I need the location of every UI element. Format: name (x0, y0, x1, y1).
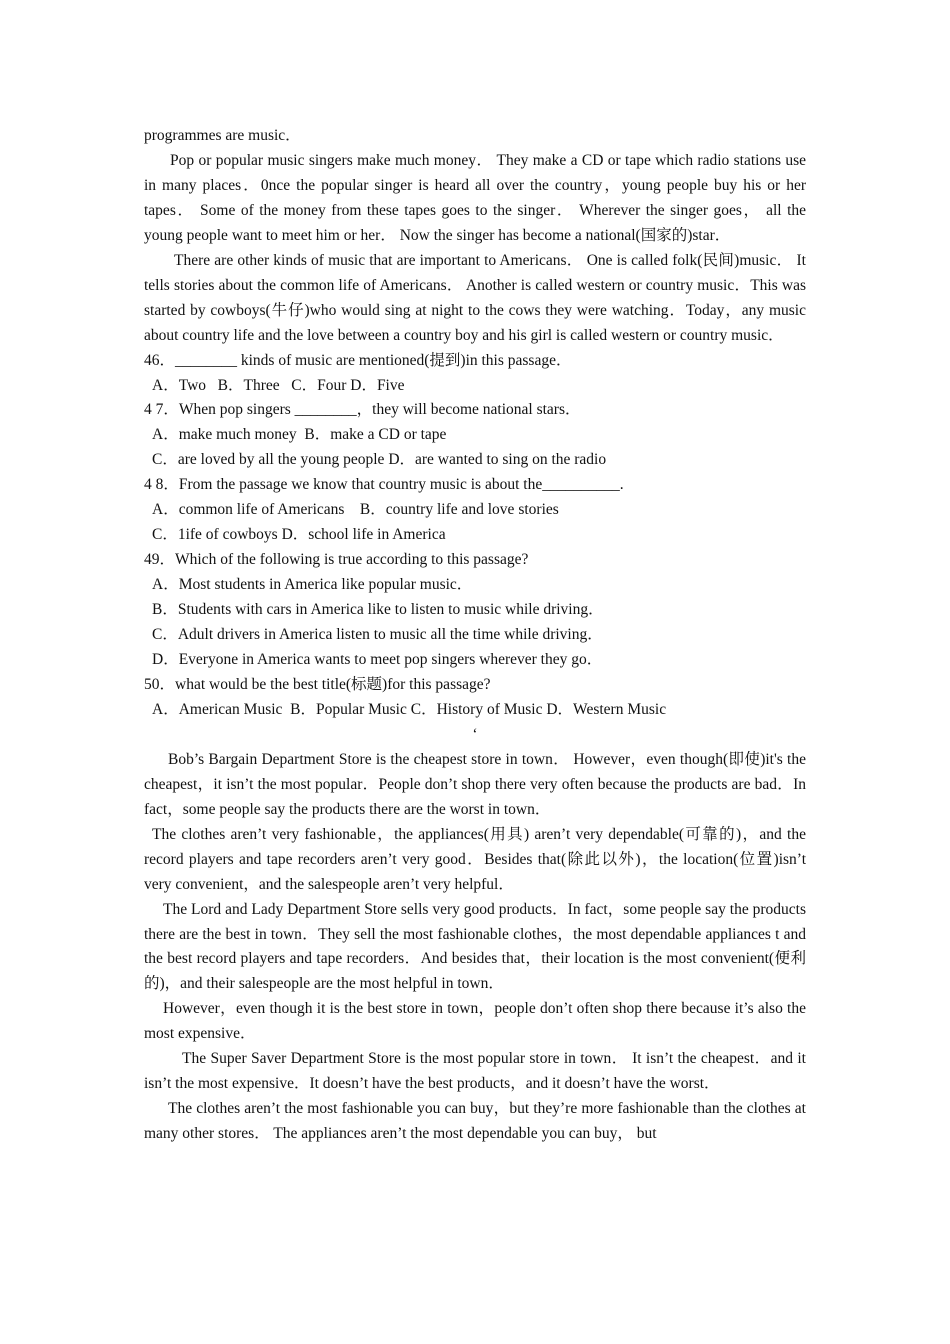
passage2-paragraph-3: The Lord and Lady Department Store sells very good products．In fact，some people say the products there are the best in town．They sell the most fashionable clothes，the most dependable appliances t and the best record players and tape recorders．And besides that，their location is the most convenient(便利的)，and their salespeople are the most helpful in town． (144, 900, 806, 993)
question-47 (144, 398, 806, 473)
question-stem: 4 7．When pop singers ________，they will become national stars． (144, 401, 581, 419)
question-stem: 50．what would be the best title(标题)for this passage? (144, 675, 491, 693)
passage2-paragraph-4: However，even though it is the best store in town，people don’t often shop there because it’s also the most expensive． (144, 1000, 806, 1043)
question-48 (144, 473, 806, 548)
question-options: A．American Music B．Popular Music C．History of Music D．Western Music (152, 700, 667, 718)
passage2-paragraph-5: The Super Saver Department Store is the most popular store in town． It isn’t the cheapest．and it isn’t the most expensive．It doesn’t have the best products，and it doesn’t have the worst． (144, 1050, 806, 1093)
question-options: A．make much money B．make a CD or tape (152, 426, 447, 444)
question-50 (144, 673, 806, 723)
passage2-paragraph-6: The clothes aren’t the most fashionable you can buy，but they’re more fashionable than the clothes at many other stores． The appliances aren’t the most dependable you can buy， but (144, 1100, 806, 1143)
question-stem: 4 8．From the passage we know that country music is about the__________. (144, 476, 624, 494)
passage2-paragraph-2: The clothes aren’t very fashionable，the appliances(用具) aren’t very dependable(可靠的)，and the record players and tape recorders aren’t very good．Besides that(除此以外)，the location(位置)isn’t very convenient，and the salespeople aren’t very helpful． (144, 825, 806, 893)
passage1-paragraph-2: There are other kinds of music that are important to Americans． One is called folk(民间)music． It tells stories about the common life of Americans． Another is called western or country music．This was started by cowboys(牛仔)who would sing at night to the cows they were watching．Today，any music about country life and the love between a country boy and his girl is called western or country music． (144, 251, 806, 344)
question-options: C．1ife of cowboys D．school life in America (152, 526, 446, 544)
question-49 (144, 548, 806, 673)
passage2-paragraph-1: Bob’s Bargain Department Store is the cheapest store in town． However，even though(即使)it's the cheapest，it isn’t the most popular．People don’t shop there very often because the products are bad．In fact，some people say the products there are the worst in town． (144, 750, 806, 818)
question-options: B．Students with cars in America like to listen to music while driving． (152, 601, 604, 619)
question-stem: 49．Which of the following is true according to this passage? (144, 551, 529, 569)
question-46 (144, 349, 806, 399)
separator-mark: ‘ (472, 725, 478, 743)
question-options: A．Most students in America like popular music． (152, 576, 473, 594)
passage1-paragraph-1: Pop or popular music singers make much money． They make a CD or tape which radio stations use in many places．0nce the popular singer is heard all over the country，young people buy his or her tapes． Some of the money from these tapes goes to the singer． Wherever the singer goes， all the young people want to meet him or her． Now the singer has become a national(国家的)star． (144, 151, 806, 244)
question-options: D．Everyone in America wants to meet pop singers wherever they go． (152, 651, 603, 669)
document-page (144, 124, 806, 1147)
question-stem: 46．________ kinds of music are mentioned(提到)in this passage． (144, 351, 572, 369)
question-options: C．Adult drivers in America listen to music all the time while driving． (152, 626, 603, 644)
question-options: C．are loved by all the young people D．are wanted to sing on the radio (152, 451, 607, 469)
question-options: A．Two B．Three C．Four D．Five (152, 376, 405, 394)
question-options: A．common life of Americans B．country life and love stories (152, 501, 559, 519)
passage1-paragraph-0: programmes are music． (144, 127, 301, 144)
